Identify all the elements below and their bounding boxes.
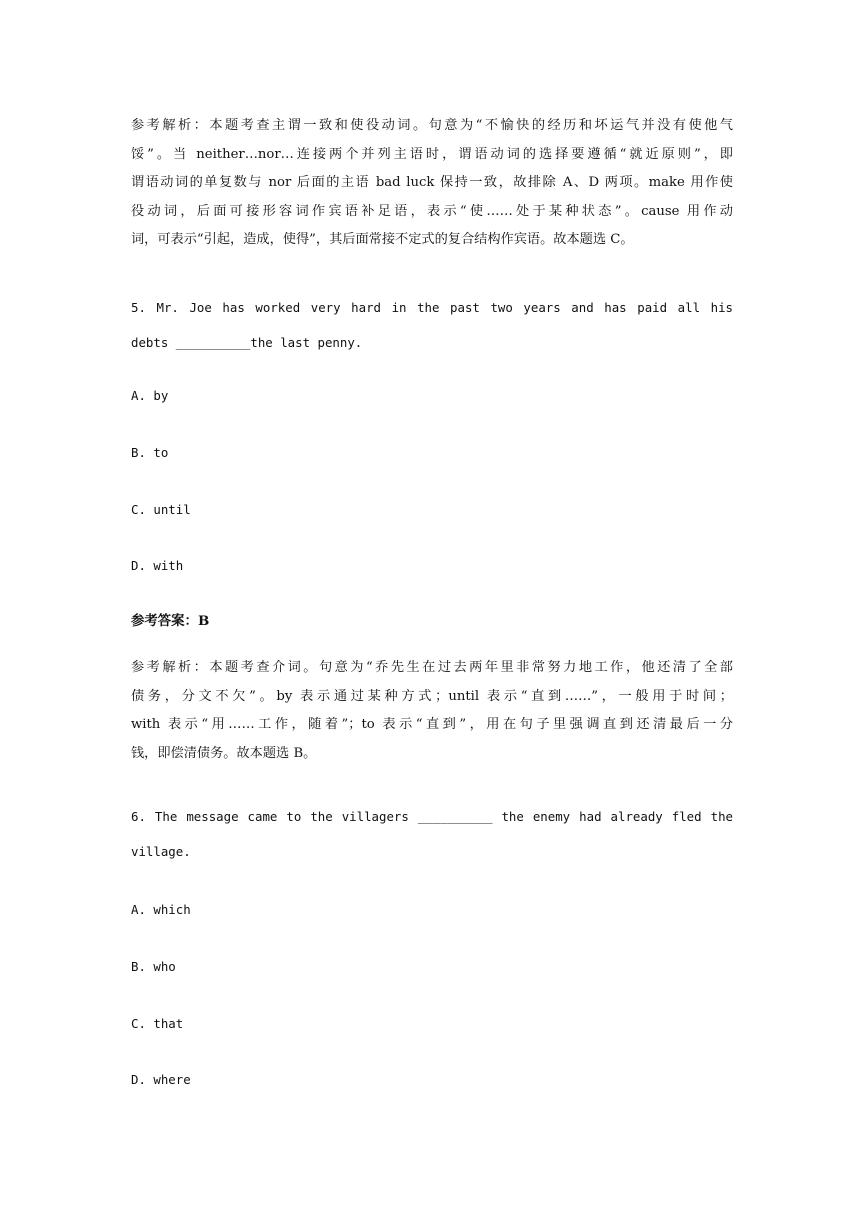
question-6 [131,799,733,869]
option-c[interactable]: C. until [131,502,191,517]
analysis-line: 参考解析：本题考查介词。句意为“乔先生在过去两年里非常努力地工作，他还清了全部 [131,660,733,675]
analysis-line: 馁”。当 neither…nor…连接两个并列主语时，谓语动词的选择要遵循“就近原则”，即 [131,146,733,162]
option-b[interactable]: B. who [131,959,176,974]
question-stem: 5. Mr. Joe has worked very hard in the past two years and has paid all his [131,300,733,315]
answer-label: 参考答案：B [131,613,210,629]
question-stem: 6. The message came to the villagers __________ the enemy had already fled the [131,809,733,824]
analysis-line: 钱，即偿清债务。故本题选 B。 [131,745,317,761]
question-stem: debts __________the last penny. [131,335,363,350]
option-c[interactable]: C. that [131,1016,184,1031]
analysis-line: 参考解析：本题考查主谓一致和使役动词。句意为“不愉快的经历和坏运气并没有使他气 [131,118,733,133]
analysis-line: with 表示“用……工作，随着”；to 表示“直到”，用在句子里强调直到还清最后一分 [131,717,733,732]
option-b[interactable]: B. to [131,445,169,460]
question-5-analysis [131,654,733,768]
analysis-line: 役动词，后面可接形容词作宾语补足语，表示“使……处于某种状态”。cause 用作动 [131,203,733,219]
analysis-line: 词，可表示“引起，造成，使得”，其后面常接不定式的复合结构作宾语。故本题选 C。 [131,232,634,247]
option-d[interactable]: D. where [131,1072,191,1087]
question-4-analysis [131,112,733,255]
option-a[interactable]: A. which [131,902,191,917]
question-stem: village. [131,844,191,859]
analysis-line: 谓语动词的单复数与 nor 后面的主语 bad luck 保持一致，故排除 A、D 两项。make 用作使 [131,175,733,190]
option-a[interactable]: A. by [131,388,169,403]
question-5 [131,290,733,360]
analysis-line: 债务，分文不欠”。by 表示通过某种方式；until 表示“直到……”，一般用于时间； [131,688,733,704]
option-d[interactable]: D. with [131,558,184,573]
